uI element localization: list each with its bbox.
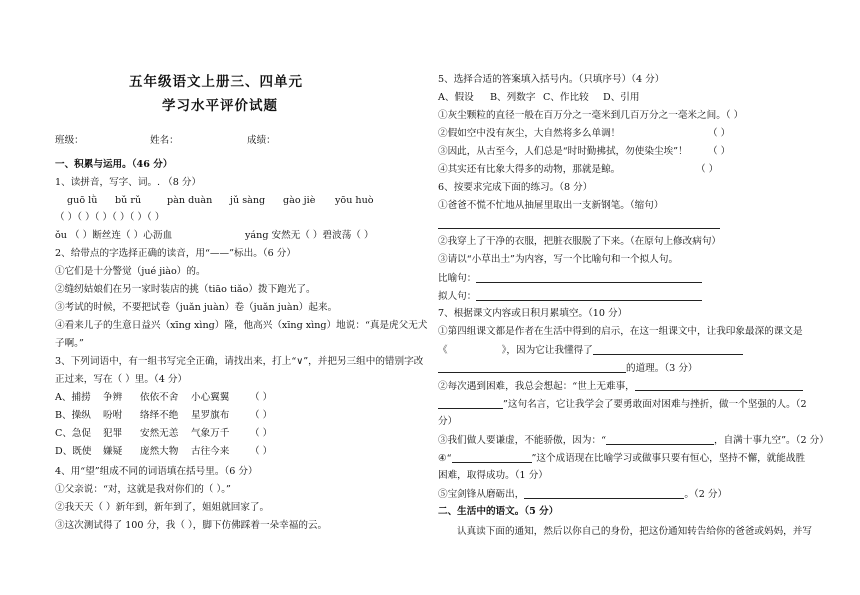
q3-answer[interactable]: （ ） <box>250 410 273 421</box>
q3-row-label: C、急促 <box>55 428 92 439</box>
q7-item-2-line2[interactable] <box>438 398 807 411</box>
q3-word: 犯罪 <box>103 428 123 439</box>
q4-item-1[interactable]: ①父亲说：“对，这就是我对你们的（ ）。” <box>55 484 231 495</box>
q7-item-2-line3: 分） <box>438 416 458 427</box>
q7-item-1-line2[interactable] <box>438 344 743 357</box>
q3-word: 络绎不绝 <box>140 410 179 421</box>
q7-4-cont-text: ”这个成语现在比喻学习或做事只要有恒心，坚持不懈，就能战胜 <box>531 453 806 464</box>
q2-prompt: 2、给带点的字选择正确的读音，用“——”标出。（6 分） <box>55 248 296 259</box>
q5-item-1[interactable]: ①灰尘颗粒的直径一般在百万分之一毫米到几百万分之一毫米之间。（ ） <box>438 110 744 121</box>
q5-item-3: ③因此，从古至今，人们总是“时时勤拂拭，勿使染尘埃”！ <box>438 146 688 157</box>
q5-item-3-answer[interactable]: （ ） <box>708 146 731 157</box>
q3-row-label: A、捕捞 <box>55 392 91 403</box>
q2-item-3: ③考试的时候，不要把试卷（juǎn juàn）卷（juǎn juàn）起来。 <box>55 302 338 313</box>
q6-item-1: ①爸爸不慌不忙地从抽屉里取出一支新钢笔。（缩句） <box>438 200 664 211</box>
q1-row2-left[interactable]: ǒu （ ）断丝连（ ）心沥血 <box>55 230 173 241</box>
q3-prompt-cont: 正过来，写在（ ）里。（4 分） <box>55 374 188 385</box>
q5-option: A、假设 <box>438 92 474 103</box>
q7-4-text: ④“ <box>438 453 452 464</box>
name-label: 姓名： <box>150 135 179 146</box>
q1-prompt: 1、读拼音，写字、词。. （8 分） <box>55 177 202 188</box>
q5-option: B、列数字 <box>490 92 536 103</box>
pinyin-item: yōu huò <box>335 195 374 206</box>
class-label: 班级： <box>55 135 84 146</box>
q7-3-end-text: ，自满十事九空”。（2 分） <box>714 435 829 446</box>
q5-item-2-answer[interactable]: （ ） <box>708 128 731 139</box>
q6-personification-row[interactable] <box>438 290 702 303</box>
q7-3-text: ③我们做人要谦虚，不能骄傲，因为：“ <box>438 435 606 446</box>
q6-1-answer-line[interactable] <box>438 218 720 231</box>
q3-table <box>55 392 427 464</box>
page-title: 五年级语文上册三、四单元 <box>129 74 303 90</box>
q2-item-4: ④看来儿子的生意日益兴（xīng xìng）隆，他高兴（xīng xìng）地说：“真是虎父无犬 <box>55 320 428 331</box>
score-label: 成绩： <box>247 135 276 146</box>
q7-item-4[interactable] <box>438 452 805 465</box>
q7-item-1: ①第四组课文都是作者在生活中得到的启示，在这一组课文中，让我印象最深的课文是 <box>438 326 803 337</box>
q3-answer[interactable]: （ ） <box>250 392 273 403</box>
pinyin-item: jǔ sàng <box>230 195 266 206</box>
q3-word: 星罗旗布 <box>191 410 230 421</box>
q4-item-3[interactable]: ③这次测试得了 100 分，我（ ），脚下仿佛踩着一朵幸福的云。 <box>55 520 328 531</box>
pinyin-item: bǔ rǔ <box>115 195 142 206</box>
q1-answer-brackets[interactable]: （ ）（ ）（ ）（ ）（ ）（ ） <box>55 212 165 223</box>
q7-1-mid-text: 》，因为它让我懂得了 <box>501 345 593 356</box>
q4-prompt: 4、用“望”组成不同的词语填在括号里。（6 分） <box>55 466 258 477</box>
q3-word: 争辨 <box>103 392 123 403</box>
q7-item-4-line2: 困难，取得成功。（1 分） <box>438 470 548 481</box>
q3-answer[interactable]: （ ） <box>250 446 273 457</box>
q7-item-2[interactable] <box>438 380 803 393</box>
simile-label: 比喻句： <box>438 273 477 284</box>
q1-row2-right[interactable]: yáng 安然无（ ）碧波荡（ ） <box>245 230 374 241</box>
q3-word: 古往今来 <box>191 446 230 457</box>
q3-word: 小心翼翼 <box>191 392 230 403</box>
pinyin-item: guō lǜ <box>67 195 98 206</box>
q7-item-5[interactable] <box>438 488 727 501</box>
q6-simile-row[interactable] <box>438 272 702 285</box>
q5-prompt: 5、选择合适的答案填入括号内。（只填序号）（4 分） <box>438 74 665 85</box>
q3-word: 庞然大物 <box>140 446 179 457</box>
q3-word: 气象万千 <box>191 428 230 439</box>
q5-item-4: ④其实还有比象大得多的动物，那就是鲸。 <box>438 164 621 175</box>
q7-item-3[interactable] <box>438 434 829 447</box>
q3-row-label: D、既使 <box>55 446 92 457</box>
pinyin-item: pàn duàn <box>167 195 213 206</box>
q7-1-end-text: 的道理。（3 分） <box>626 363 698 374</box>
q7-2-text: ②每次遇到困难，我总会想起：“世上无难事， <box>438 381 635 392</box>
pinyin-item: gào jiè <box>283 195 316 206</box>
q5-item-2: ②假如空中没有灰尘，大自然将多么单调！ <box>438 128 621 139</box>
q5-option: C、作比较 <box>543 92 589 103</box>
q6-prompt: 6、按要求完成下面的练习。（8 分） <box>438 182 593 193</box>
section-2-text: 认真读下面的通知，然后以你自己的身份，把这份通知转告给你的爸爸或妈妈，并写 <box>457 526 812 537</box>
q7-5-text: ⑤宝剑锋从磨砺出， <box>438 489 525 500</box>
q2-item-2: ②缝纫姑娘们在另一家时装店的挑（tiāo tiǎo）拨下跑光了。 <box>55 284 316 295</box>
q3-word: 嫌疑 <box>103 446 123 457</box>
q2-item-1: ①它们是十分警觉（jué jiào）的。 <box>55 266 206 277</box>
q3-row-label: B、操纵 <box>55 410 91 421</box>
q5-item-4-answer[interactable]: （ ） <box>696 164 719 175</box>
q6-item-2: ②我穿上了干净的衣服，把脏衣服脱了下来。（在原句上修改病句） <box>438 236 722 247</box>
q3-answer[interactable]: （ ） <box>250 428 273 439</box>
book-mark-open: 《 <box>438 345 448 356</box>
q6-item-3: ③请以“小草出土”为内容，写一个比喻句和一个拟人句。 <box>438 254 679 265</box>
page-subtitle: 学习水平评价试题 <box>162 98 278 114</box>
q5-option: D、引用 <box>603 92 640 103</box>
q4-item-2[interactable]: ②我天天（ ）新年到，新年到了，姐姐就回家了。 <box>55 502 270 513</box>
q7-item-1-line3[interactable] <box>438 362 698 375</box>
q3-word: 安然无恙 <box>140 428 179 439</box>
personification-label: 拟人句： <box>438 291 477 302</box>
q7-2-cont-text: ”这句名言，它让我学会了要勇敢面对困难与挫折，做一个坚强的人。（2 <box>503 399 807 410</box>
q7-5-end-text: 。（2 分） <box>684 489 728 500</box>
q2-item-4-cont: 子啊。” <box>55 338 84 349</box>
q3-word: 吩咐 <box>103 410 123 421</box>
section-2-heading: 二、生活中的语文。（5 分） <box>438 506 559 517</box>
q7-prompt: 7、根据课文内容或日积月累填空。（10 分） <box>438 308 628 319</box>
section-1-heading: 一、积累与运用。（46 分） <box>55 159 173 170</box>
q3-prompt: 3、下列词语中，有一组书写完全正确，请找出来，打上“∨”，并把另三组中的错别字改 <box>55 356 424 367</box>
q3-word: 依依不舍 <box>140 392 179 403</box>
